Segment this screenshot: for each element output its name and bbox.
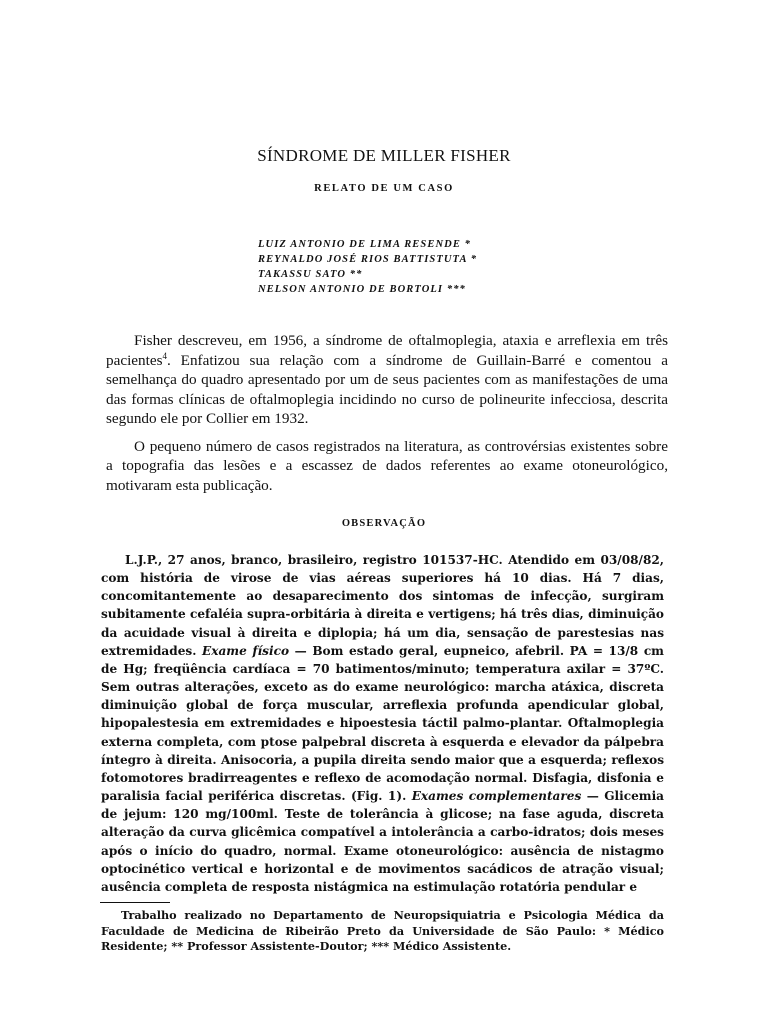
intro-paragraph <box>106 331 668 429</box>
author-name: TAKASSU SATO ** <box>258 269 363 280</box>
section-heading: OBSERVAÇÃO <box>341 518 427 529</box>
intro-text: Fisher descreveu, em 1956, a síndrome de oftalmoplegia, ataxia e arreflexia em três pacientes <box>106 332 668 369</box>
exam-label: Exame físico <box>202 643 290 658</box>
author-name: LUIZ ANTONIO DE LIMA RESENDE * <box>258 239 471 250</box>
reference-number: 4 <box>162 350 168 361</box>
observation-text <box>101 551 664 896</box>
exam-findings: — Bom estado geral, eupneico, afebril. PA = 13/8 cm de Hg; freqüência cardíaca = 70 batimentos/minuto; temperatura axilar = 37ºC. Sem outras alterações, exceto as do exame neurológico: marcha atáxica, discreta diminuição global de força muscular, arreflexia profunda apendicular global, hipopalestesia em extremidades e hipoestesia táctil palmo-plantar. Oftalmoplegia externa completa, com ptose palpebral discreta à esquerda e elevador da pálpebra íntegro à direita. Anisocoria, a pupila direita sendo maior que a esquerda; reflexos fotomotores bradirreagentes e reflexo de acomodação normal. Disfagia, disfonia e paralisia facial periférica discretas. (Fig. 1). <box>101 643 664 804</box>
complementary-findings: — Glicemia de jejum: 120 mg/100ml. Teste de tolerância à glicose; na fase aguda, discreta alteração da curva glicêmica compatível a intolerância a carbo-idratos; dois meses após o início do quadro, normal. Exame otoneurológico: ausência de nistagmo optocinético vertical e horizontal e de movimentos sacádicos de atração visual; ausência completa de resposta nistágmica na estimulação rotatória pendular e <box>101 789 665 894</box>
complementary-exams-label: Exames complementares <box>411 789 582 804</box>
author-list <box>258 237 678 297</box>
footnote-text: Trabalho realizado no Departamento de Neuropsiquiatria e Psicologia Médica da Faculdade de Medicina de Ribeirão Preto da Universidade de São Paulo: * Médico Residente; ** Professor Assistente-Doutor; *** Médico Assistente. <box>101 908 664 953</box>
article-subtitle: RELATO DE UM CASO <box>314 183 454 194</box>
observation-paragraph <box>101 551 664 896</box>
author-name: NELSON ANTONIO DE BORTOLI *** <box>258 284 466 295</box>
footnote <box>101 908 664 955</box>
article-title: SÍNDROME DE MILLER FISHER <box>257 146 511 165</box>
introduction <box>106 331 668 495</box>
footnote-divider <box>100 902 170 903</box>
intro-text: . Enfatizou sua relação com a síndrome de Guillain-Barré e comentou a semelhança do quadro apresentado por um de seus pacientes com as manifestações de uma das formas clínicas de oftalmoplegia incidindo no curso de polineurite infecciosa, descrita segundo ele por Collier em 1932. <box>106 351 668 427</box>
author-name: REYNALDO JOSÉ RIOS BATTISTUTA * <box>258 254 478 265</box>
intro-paragraph: O pequeno número de casos registrados na literatura, as controvérsias existentes sobre a topografia das lesões e a escassez de dados referentes ao exame otoneurológico, motivaram esta publicação. <box>106 437 668 494</box>
case-history: L.J.P., 27 anos, branco, brasileiro, registro 101537-HC. Atendido em 03/08/82, com história de virose de vias aéreas superiores há 10 dias. Há 7 dias, concomitantemente ao desaparecimento dos sintomas de infecção, surgiram subitamente cefaléia supra-orbitária à direita e vertigens; há três dias, diminuição da acuidade visual à direita e diplopia; há um dia, sensação de parestesias nas extremidades. <box>101 553 664 658</box>
